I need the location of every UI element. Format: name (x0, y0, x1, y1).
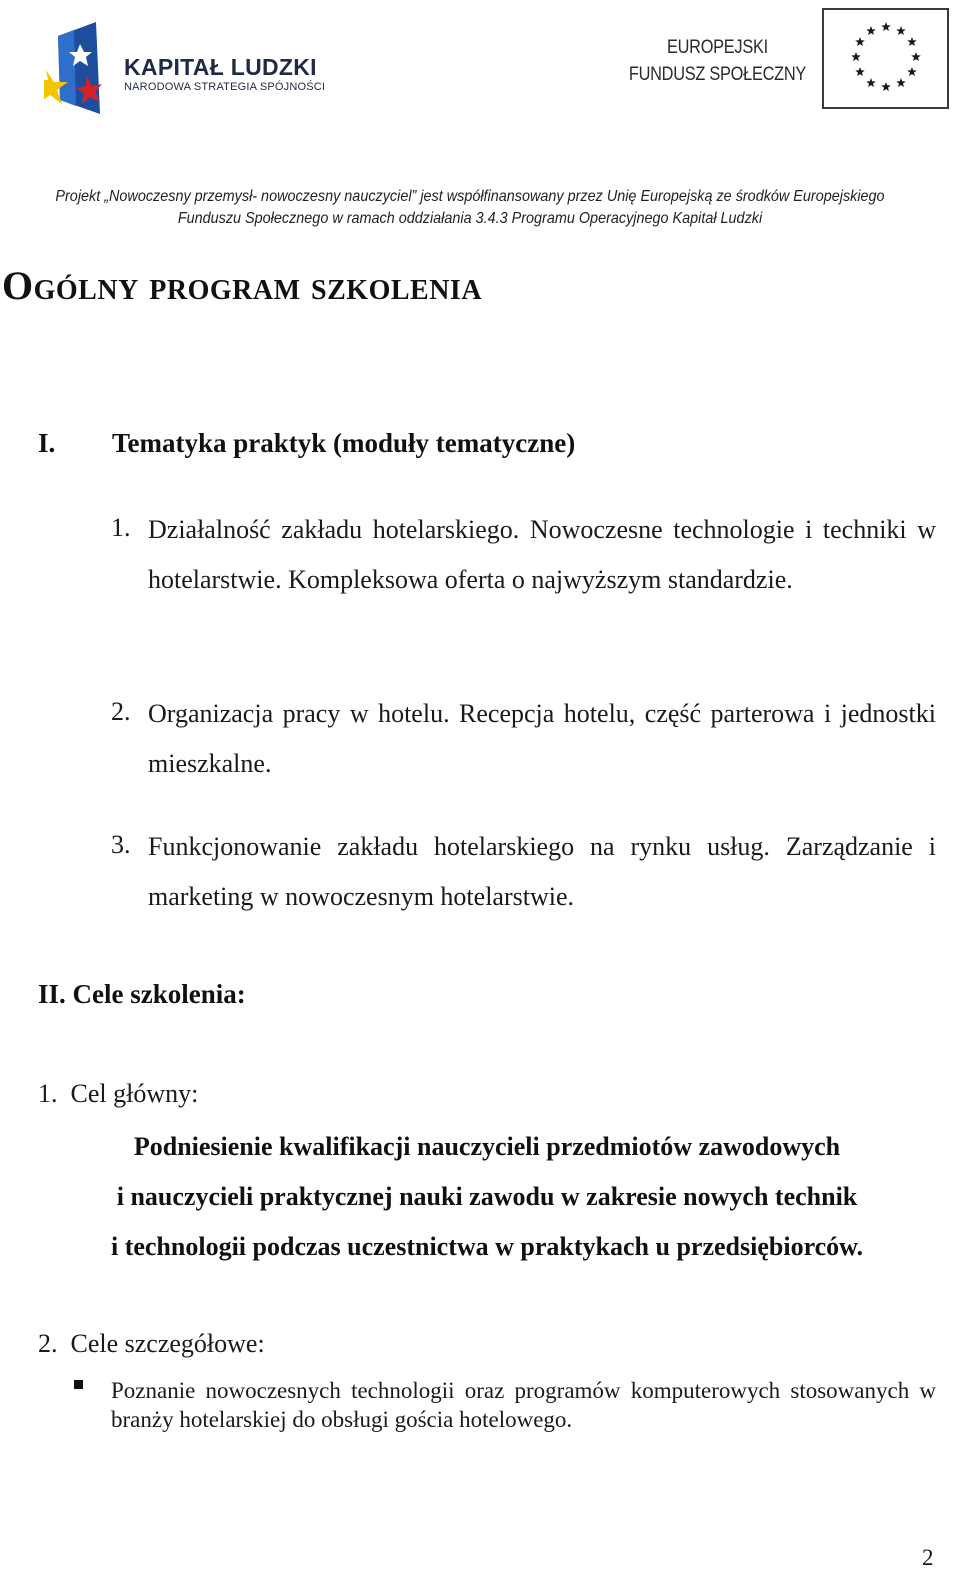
section-2-heading: II. Cele szkolenia: (38, 979, 246, 1009)
specific-goal-1: Poznanie nowoczesnych technologii oraz programów komputerowych stosowanych w branży hotelarskiej do obsługi gościa hotelowego. (111, 1378, 936, 1432)
eu-star-icon (855, 37, 865, 46)
page-number: 2 (922, 1545, 934, 1570)
module-1-text: Działalność zakładu hotelarskiego. Nowoczesne technologie i techniki w hotelarstwie. Kompleksowa oferta o najwyższym standardzie. (148, 515, 936, 594)
kapital-ludzki-subtitle: NARODOWA STRATEGIA SPÓJNOŚCI (124, 81, 326, 93)
efs-line-2: FUNDUSZ SPOŁECZNY (628, 64, 806, 85)
eu-flag-icon (824, 10, 947, 107)
kapital-ludzki-wordmark (124, 54, 325, 94)
eu-star-icon (866, 26, 876, 35)
eu-star-icon (866, 78, 876, 87)
module-3-number: 3. (111, 830, 131, 859)
project-note-line-1: Projekt „Nowoczesny przemysł- nowoczesny nauczyciel” jest współfinansowany przez Unię Europejską ze środków Europejskiego (55, 188, 885, 205)
kapital-ludzki-logo (44, 20, 344, 120)
efs-wordmark (629, 34, 806, 88)
module-3-text: Funkcjonowanie zakładu hotelarskiego na rynku usług. Zarządzanie i marketing w nowoczesnym hotelarstwie. (148, 832, 936, 911)
eu-star-icon (911, 52, 921, 61)
bullet-square-icon (74, 1380, 83, 1389)
eu-star-icon (907, 37, 917, 46)
project-funding-note (0, 186, 940, 230)
main-goal-label: 1. Cel główny: (38, 1079, 199, 1108)
section-1-number: I. (38, 428, 56, 458)
kapital-ludzki-logo-icon (44, 22, 104, 118)
eu-star-icon (896, 26, 906, 35)
eu-star-icon (881, 82, 891, 91)
main-goal-line-3: i technologii podczas uczestnictwa w praktykach u przedsiębiorców. (110, 1232, 864, 1261)
eu-star-icon (851, 52, 861, 61)
section-1-heading: Tematyka praktyk (moduły tematyczne) (112, 428, 576, 458)
project-note-line-2: Funduszu Społecznego w ramach oddziałania 3.4.3 Programu Operacyjnego Kapitał Ludzki (177, 210, 763, 227)
main-goal-line-1: Podniesienie kwalifikacji nauczycieli przedmiotów zawodowych (133, 1132, 841, 1161)
eu-flag (822, 8, 949, 109)
module-2-number: 2. (111, 697, 131, 726)
main-goal-text (60, 1122, 914, 1272)
main-goal-line-2: i nauczycieli praktycznej nauki zawodu w zakresie nowych technik (116, 1182, 858, 1211)
eu-star-icon (881, 22, 891, 31)
efs-line-1: EUROPEJSKI (666, 37, 768, 58)
page-title: Ogólny program szkolenia (2, 263, 483, 308)
module-2-text: Organizacja pracy w hotelu. Recepcja hotelu, część parterowa i jednostki mieszkalne. (148, 699, 936, 778)
eu-star-icon (896, 78, 906, 87)
specific-goals-label: 2. Cele szczegółowe: (38, 1329, 265, 1358)
kapital-ludzki-title: KAPITAŁ LUDZKI (124, 54, 317, 80)
module-1-number: 1. (111, 513, 131, 542)
eu-star-icon (855, 67, 865, 76)
eu-star-icon (907, 67, 917, 76)
